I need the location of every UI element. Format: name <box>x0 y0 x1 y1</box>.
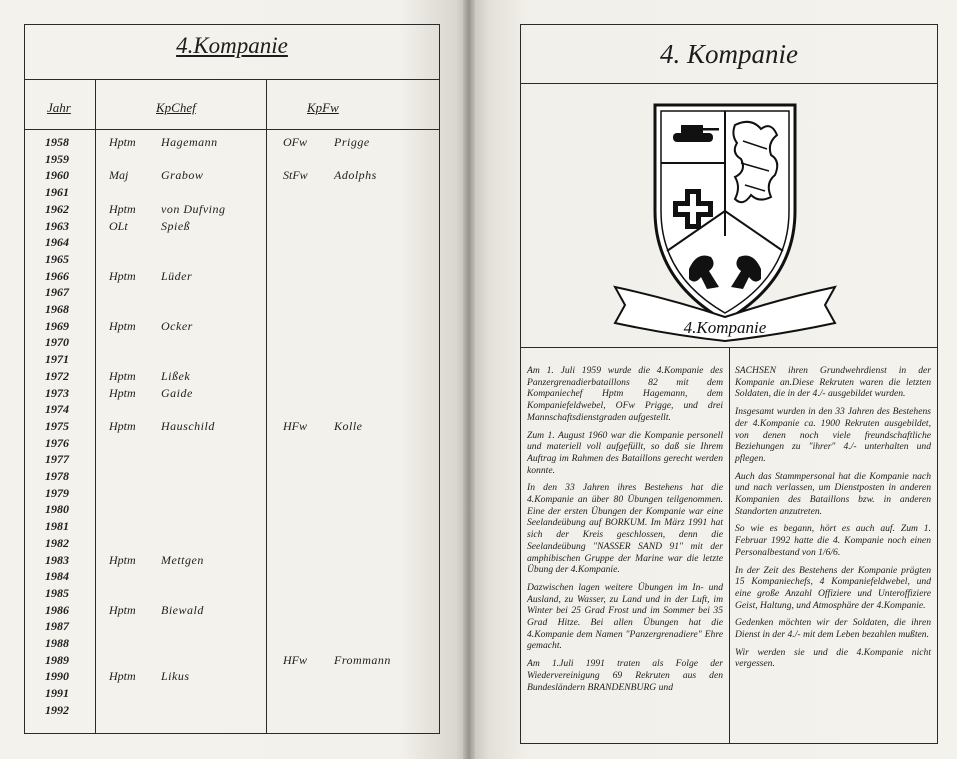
cell-year: 1974 <box>45 402 69 417</box>
cell-year: 1973 <box>45 385 69 400</box>
cell-rank: Hptm <box>109 368 136 383</box>
cell-name: Mettgen <box>161 552 204 567</box>
book-gutter <box>463 0 475 759</box>
cell-name: Biewald <box>161 602 204 617</box>
company-crest-icon <box>611 91 839 343</box>
table-row <box>25 235 439 251</box>
cell-rank: Hptm <box>109 318 136 333</box>
cell-year: 1991 <box>45 686 69 701</box>
cell-year: 1961 <box>45 185 69 200</box>
cell-fname: Adolphs <box>334 168 377 183</box>
table-row <box>25 436 439 452</box>
cell-year: 1976 <box>45 435 69 450</box>
table-row <box>25 135 439 151</box>
cell-rank: OLt <box>109 218 128 233</box>
cell-rank: Hptm <box>109 602 136 617</box>
paragraph: In den 33 Jahren ihres Bestehens hat die 4.Kompanie an über 80 Übungen teilgenommen. Eine der ersten Übungen der Kompanie war eine Seelandeübung auf BORKUM. Im März 1991 hat sich der Kreis geschlossen, denn die Seelandeübung "NASSER SAND 91" mit der amphibischen Gruppe der Marine war die letzte Übung der 4.Kompanie. <box>527 482 723 576</box>
table-row <box>25 302 439 318</box>
cell-year: 1981 <box>45 519 69 534</box>
header-year: Jahr <box>47 100 71 115</box>
table-row <box>25 452 439 468</box>
table-row <box>25 168 439 184</box>
cell-year: 1992 <box>45 702 69 717</box>
table-row <box>25 352 439 368</box>
paragraph: Gedenken möchten wir der Soldaten, die ihren Dienst in der 4./- mit dem Leben bezahlen mußten. <box>735 617 931 641</box>
cell-year: 1962 <box>45 201 69 216</box>
cell-rank: Hptm <box>109 268 136 283</box>
cell-year: 1964 <box>45 235 69 250</box>
cell-year: 1959 <box>45 151 69 166</box>
history-box <box>520 24 938 744</box>
table-row <box>25 703 439 719</box>
cell-year: 1970 <box>45 335 69 350</box>
history-text-right <box>735 365 931 676</box>
cell-year: 1968 <box>45 302 69 316</box>
table-row <box>25 586 439 602</box>
cell-frank: HFw <box>283 652 307 667</box>
cell-name: Spieß <box>161 218 191 233</box>
company-leaders-table <box>24 24 440 734</box>
table-row <box>25 469 439 485</box>
table-row <box>25 603 439 619</box>
cell-year: 1960 <box>45 168 69 183</box>
cell-fname: Kolle <box>334 418 363 433</box>
cell-rank: Hptm <box>109 418 136 433</box>
cell-year: 1980 <box>45 502 69 517</box>
table-row <box>25 269 439 285</box>
table-row <box>25 669 439 685</box>
cell-name: Grabow <box>161 168 204 183</box>
cell-year: 1988 <box>45 636 69 650</box>
table-row <box>25 419 439 435</box>
table-row <box>25 519 439 535</box>
page-title-left: 4.Kompanie <box>176 33 288 58</box>
table-row <box>25 502 439 518</box>
cell-frank: OFw <box>283 135 307 149</box>
cell-rank: Maj <box>109 168 129 183</box>
cell-year: 1971 <box>45 352 69 367</box>
cell-name: von Dufving <box>161 201 226 216</box>
table-row <box>25 285 439 301</box>
cell-year: 1979 <box>45 485 69 500</box>
cell-year: 1978 <box>45 469 69 483</box>
cell-year: 1958 <box>45 135 69 149</box>
cell-year: 1969 <box>45 318 69 333</box>
table-row <box>25 219 439 235</box>
cell-name: Likus <box>161 669 190 684</box>
paragraph: Zum 1. August 1960 war die Kompanie personell und materiell voll aufgefüllt, so daß sie Ihrem Auftrag im Rahmen des Bataillons gerecht werden konnte. <box>527 429 723 476</box>
cell-year: 1984 <box>45 569 69 584</box>
cell-frank: HFw <box>283 418 307 433</box>
cell-name: Hauschild <box>161 418 215 433</box>
table-row <box>25 636 439 652</box>
table-row <box>25 536 439 552</box>
header-divider <box>25 129 439 130</box>
cell-year: 1965 <box>45 251 69 266</box>
table-row <box>25 686 439 702</box>
cell-name: Lüder <box>161 268 193 283</box>
table-row <box>25 486 439 502</box>
table-row <box>25 319 439 335</box>
cell-year: 1963 <box>45 218 69 233</box>
paragraph: SACHSEN ihren Grundwehrdienst in der Kompanie an.Diese Rekruten waren die letzten Soldaten, die in der 4./- ausgebildet wurden. <box>735 365 931 400</box>
cell-fname: Frommann <box>334 652 391 667</box>
table-row <box>25 335 439 351</box>
text-column-divider <box>729 347 730 743</box>
cell-year: 1987 <box>45 619 69 634</box>
cell-year: 1967 <box>45 285 69 300</box>
cell-name: Gaide <box>161 385 193 400</box>
cell-rank: Hptm <box>109 201 136 216</box>
page-title-right: 4. Kompanie <box>660 39 798 69</box>
paragraph: In der Zeit des Bestehens der Kompanie prägten 15 Kompaniechefs, 4 Kompaniefeldwebel, und eine große Anzahl Offiziere und Unteroffiziere Geist, Haltung, und Atmosphäre der 4.Kompanie. <box>735 564 931 611</box>
cell-year: 1986 <box>45 602 69 617</box>
table-row <box>25 202 439 218</box>
cell-name: Ocker <box>161 318 193 333</box>
table-row <box>25 569 439 585</box>
cell-year: 1972 <box>45 368 69 383</box>
cell-year: 1982 <box>45 535 69 550</box>
table-title-row <box>25 25 439 80</box>
table-row <box>25 369 439 385</box>
cell-year: 1985 <box>45 585 69 600</box>
cell-year: 1990 <box>45 669 69 684</box>
table-row <box>25 402 439 418</box>
cell-year: 1983 <box>45 552 69 567</box>
cell-year: 1977 <box>45 452 69 467</box>
cell-year: 1966 <box>45 268 69 283</box>
history-text-left <box>527 365 723 699</box>
cell-year: 1989 <box>45 652 69 667</box>
table-row <box>25 185 439 201</box>
table-row <box>25 386 439 402</box>
paragraph: Auch das Stammpersonal hat die Kompanie nach und nach verlassen, um Dienstposten in anderen Kompanien des Bataillons bzw. in anderen Standorten anzutreten. <box>735 470 931 517</box>
cell-rank: Hptm <box>109 385 136 400</box>
paragraph: Am 1. Juli 1959 wurde die 4.Kompanie des Panzergrenadierbataillons 82 mit dem Kompaniechef Hptm Hagemann, dem Kompaniefeldwebel, OFw Prigge, und drei Mannschaftsdienstgraden aufgestellt. <box>527 365 723 423</box>
table-row <box>25 553 439 569</box>
cell-rank: Hptm <box>109 135 136 149</box>
paragraph: Am 1.Juli 1991 traten als Folge der Wiedervereinigung 69 Rekruten aus den Bundesländern BRANDENBURG und <box>527 658 723 693</box>
table-row <box>25 152 439 168</box>
header-company-sergeant: KpFw <box>307 100 339 115</box>
cell-rank: Hptm <box>109 669 136 684</box>
paragraph: So wie es begann, hört es auch auf. Zum 1. Februar 1992 hatte die 4. Kompanie noch einen Personalbestand von 1/6/6. <box>735 523 931 558</box>
cell-name: Lißek <box>161 368 191 383</box>
paragraph: Dazwischen lagen weitere Übungen im In- und Ausland, zu Wasser, zu Land und in der Luft, im Winter bei 25 Grad Frost und im Sommer bei 35 Grad Hitze. Bei allen Übungen hat die 4.Kompanie dem Namen "Panzergrenadiere" Ehre gemacht. <box>527 581 723 652</box>
cell-year: 1975 <box>45 418 69 433</box>
crest-banner-text: 4.Kompanie <box>683 318 767 337</box>
paragraph: Insgesamt wurden in den 33 Jahren des Bestehens der 4.Kompanie ca. 1900 Rekruten ausgebildet, von denen noch viele freundschaftliche Beziehungen zu "ihrer" 4./- unterhalten und pflegen. <box>735 406 931 464</box>
cell-name: Hagemann <box>161 135 218 149</box>
cell-fname: Prigge <box>334 135 370 149</box>
cell-rank: Hptm <box>109 552 136 567</box>
table-row <box>25 653 439 669</box>
cell-frank: StFw <box>283 168 308 183</box>
paragraph: Wir werden sie und die 4.Kompanie nicht vergessen. <box>735 646 931 670</box>
title-divider <box>521 83 937 84</box>
table-row <box>25 252 439 268</box>
header-company-chief: KpChef <box>156 100 196 115</box>
table-row <box>25 619 439 635</box>
